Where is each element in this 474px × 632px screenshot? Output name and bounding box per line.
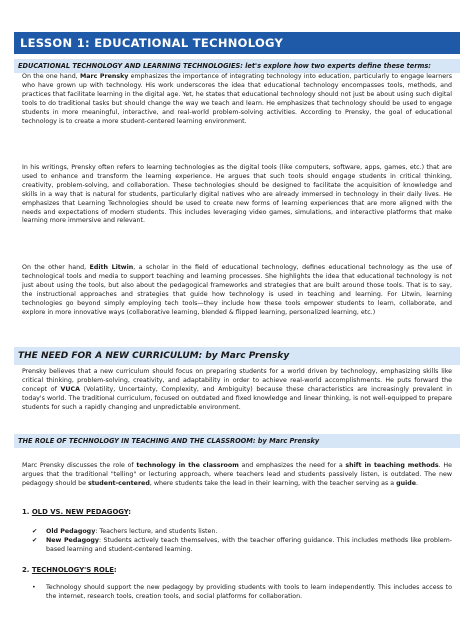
paragraph-learning-technologies: In his writings, Prensky often refers to learning technologies as the digital tools (like computers, software, apps, games, etc.) that are used to enhance and transform the learning experience. He argues that such tools should engage students in critical thinking, creativity, problem-solving, and collaboration. These technologies should be designed to facilitate the acquisition of knowledge and skills in a way that is natural for students, particularly digital natives who are already immersed in technology in their daily lives. He emphasizes that Learning Technologies should be used to create new forms of learning experiences that are more aligned with the needs and expectations of modern students. This includes leveraging video games, simulations, and interactive platforms that make learning more immersive and relevant.	[22, 164, 452, 225]
text-run: and emphasizes the need for a	[238, 462, 346, 469]
text-run: (Volatility, Uncertainty, Complexity, and Ambiguity) because these characteristics are increasingly prevalent in today's world. The traditional curriculum, focused on outdated and fixed knowledge and linear thinking, is not well-equipped to prepare students for such a rapidly changing and unpredictable environment.	[22, 385, 452, 411]
bold-term: Old Pedagogy	[46, 528, 96, 535]
paragraph-new-curriculum	[22, 368, 452, 413]
list-item-old-pedagogy	[30, 528, 452, 537]
role-section-header	[14, 434, 460, 448]
text-run: emphasizes the importance of integrating technology into education, particularly to engage learners who have grown up with technology. His work underscores the idea that educational technology encompasses tools, methods, and practices that facilitate learning in the digital age. Yet, he states that educational technology should not just be about using such digital tools to do traditional tasks but should change the way we teach and learn. He emphasizes that technology should be used to engage students in more meaningful, interactive, and real-world problem-solving activities. According to Prensky, the goal of educational technology is to create a more student-centered learning environment.	[22, 73, 452, 125]
text-run: . He argues that the traditional "telling" or lecturing approach, where teachers lead and students passively listen, is outdated. The new pedagogy should be	[22, 462, 452, 487]
section-title: TECHNOLOGY'S ROLE	[31, 566, 114, 574]
bold-term: student-centered	[88, 479, 150, 487]
text-run: On the other hand,	[22, 264, 90, 271]
curriculum-section-header: THE NEED FOR A NEW CURRICULUM: by Marc Prensky	[14, 347, 460, 365]
paragraph-litwin	[22, 264, 452, 317]
list-item-technology-support	[30, 584, 452, 602]
text-run: , where students take the lead in their learning, with the teacher serving as a	[149, 479, 397, 487]
lesson-title-banner: LESSON 1: EDUCATIONAL TECHNOLOGY	[14, 32, 460, 54]
text-run: .	[416, 479, 419, 487]
section-colon: :	[128, 508, 131, 516]
section-number: 2.	[22, 566, 30, 574]
intro-subheader-rest: let's explore how two experts define these terms:	[242, 62, 431, 70]
paragraph-prensky-intro	[22, 73, 452, 126]
text-run: On the one hand,	[22, 73, 81, 80]
bold-term: Marc Prensky	[80, 73, 129, 80]
checkmark-icon: ✔	[32, 528, 38, 535]
intro-subheader	[14, 59, 460, 73]
bold-term: Edith Litwin	[89, 264, 134, 271]
text-run: , a scholar in the field of educational technology, defines educational technology as the use of technological tools and media to support teaching and learning processes. She highlights the idea that educational technology is not just about using the tools, but also about the pedagogical frameworks and strategies that are built around those tools. That is to say, the instructional approaches and strategies that guide how technology is used in teaching and learning. For Litwin, learning technologies go beyond simply employing tech tools—they include how these tools empower students to learn, collaborate, and explore in more innovative ways (collaborative learning, blended & flipped learning, personalized learning, etc.)	[22, 264, 452, 316]
list-item-new-pedagogy	[30, 537, 452, 555]
section-title: OLD VS. NEW PEDAGOGY	[31, 508, 129, 516]
intro-subheader-lead: EDUCATIONAL TECHNOLOGY AND LEARNING TECHNOLOGIES:	[18, 62, 243, 70]
role-section-header-text: THE ROLE OF TECHNOLOGY IN TEACHING AND THE CLASSROOM: by Marc Prensky	[18, 437, 320, 445]
pedagogy-list	[30, 528, 452, 555]
technology-role-list	[30, 584, 452, 602]
checkmark-icon: ✔	[32, 536, 38, 544]
text-run: Prensky believes that a new curriculum should focus on preparing students for a world driven by technology, emphasizing skills like critical thinking, problem-solving, creativity, and adaptability in order to achieve real-world accomplishments. He puts forward the concept of	[22, 368, 452, 393]
section-heading-technology-role	[22, 566, 117, 575]
text-run: : Students actively teach themselves, with the teacher offering guidance. This includes methods like problem-based learning and student-centered learning.	[46, 536, 452, 553]
bullet-dot-icon: •	[32, 584, 36, 591]
bold-term: shift in teaching methods	[345, 462, 439, 469]
section-number: 1.	[22, 508, 30, 516]
bold-term: technology in the classroom	[136, 462, 239, 469]
paragraph-role-of-technology	[22, 462, 452, 489]
bold-term: New Pedagogy	[46, 536, 100, 544]
text-run: Marc Prensky discusses the role of	[22, 462, 137, 469]
text-run: Technology should support the new pedagogy by providing students with tools to learn independently. This includes access to the internet, research tools, creation tools, and social platforms for collaboration.	[46, 584, 452, 600]
section-colon: :	[113, 566, 117, 574]
section-heading-old-vs-new	[22, 508, 131, 517]
bold-term: guide	[396, 479, 417, 487]
text-run: : Teachers lecture, and students listen.	[95, 528, 218, 535]
bold-term: VUCA	[60, 385, 80, 393]
